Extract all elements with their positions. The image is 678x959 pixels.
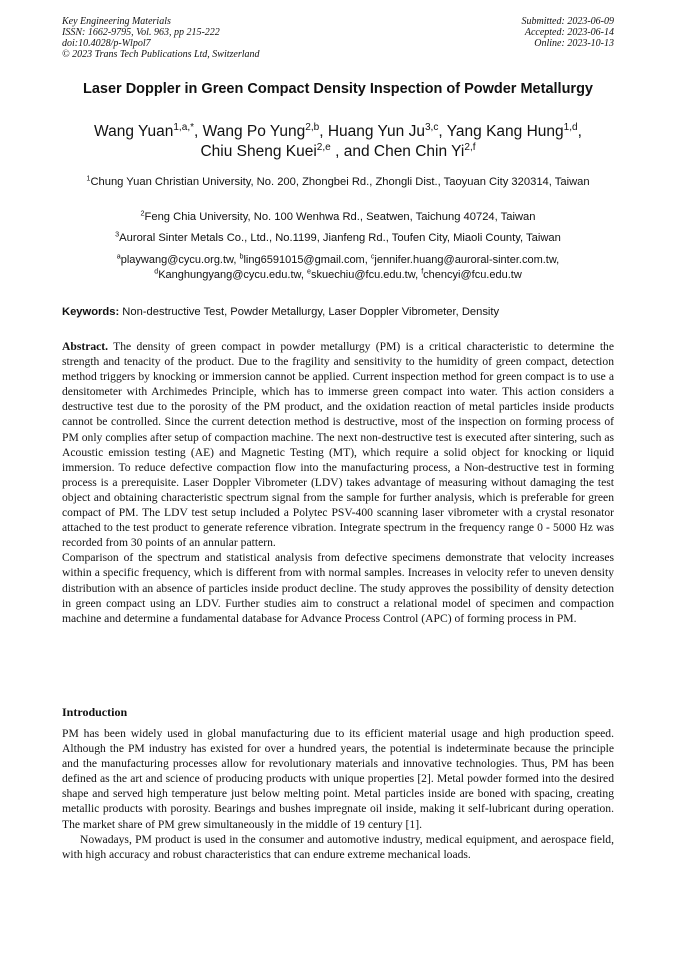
email[interactable]: $^b$ling6591015@gmail.com,: [239, 252, 371, 266]
email[interactable]: $^e$skuechiu@fcu.edu.tw,: [306, 267, 422, 281]
email[interactable]: $^c$jennifer.huang@auroral-sinter.com.tw,: [370, 252, 560, 266]
body-paragraph: PM has been widely used in global manufacturing due to its efficient material usage and high production speed. Although the PM industry has existed for over a hundred years, the potential is indeterminate because the principle and the manufacturing processes allow for revolutionary materials and innovative technologies. Thus, PM has been defined as the art and science of producing products with unique properties [2]. Metal powder formed into the desired shape and served high temperature just below melting point. Metal particles inside are boned with spacing, creating metallic products with porosity. Bearings and bushes impregnate oil inside, making it self-lubricant during operation. The market share of PM grew simultaneously in the middle of 19 century [1].: [62, 727, 614, 831]
issn: ISSN: 1662-9795, Vol. 963, pp 215-222: [62, 27, 220, 38]
author-list: [62, 122, 614, 162]
author: Wang Yuan$^{1,a,*}$,: [94, 121, 203, 140]
affiliation-2: $^2$Feng Chia University, No. 100 Wenhwa Rd., Seatwen, Taichung 40724, Taiwan: [140, 208, 536, 223]
section-heading-introduction: Introduction: [62, 705, 128, 719]
author: Yang Kang Hung$^{1,d}$,: [446, 121, 582, 140]
email[interactable]: $^a$playwang@cycu.org.tw,: [116, 252, 240, 266]
accepted-date: Accepted: 2023-06-14: [524, 27, 614, 38]
doi: doi:10.4028/p-Wlpol7: [62, 38, 151, 49]
body-paragraph: Nowadays, PM product is used in the consumer and automotive industry, medical equipment, and aerospace field, with high accuracy and robust characteristics that can endure extreme mechanical loads.: [62, 832, 614, 861]
keywords: [62, 305, 614, 319]
header-right: [522, 16, 615, 49]
author: Chen Chin Yi$^{2,f}$: [373, 141, 476, 160]
journal-name: Key Engineering Materials: [62, 16, 171, 27]
email[interactable]: $^f$chencyi@fcu.edu.tw: [421, 267, 522, 281]
author: Wang Po Yung$^{2,b}$,: [202, 121, 328, 140]
paper-title: Laser Doppler in Green Compact Density Inspection of Powder Metallurgy: [82, 81, 593, 97]
abstract-paragraph: Abstract. The density of green compact in powder metallurgy (PM) is a critical characteristic to determine the strength and tenacity of the product. Due to the fragility and sensitivity to the humidity of green compact, detection method triggers by knocking or immersion cannot be applied. Current inspection method for green compact is to use a densitometer with Archimedes Principle, which has to immerse green compact into water. This action considers a destructive test due to the porosity of the PM product, and the oxidation reaction of metal particles inside products cannot be controlled. Since the current detection method is destructive, most of the inspection on forming process of PM only complies after setup of compaction machine. The next non-destructive test is executed after sintering, such as Acoustic emission testing (AE) and Magnetic Testing (MT), which require a solid object for knocking or liquid immersion. To reduce defective compaction flow into the manufacturing process, a Non-destructive test in forming process is a prerequisite. Laser Doppler Vibrometer (LDV) takes advantage of measuring without damaging the test object and obtaining characteristic spectrum signal from the sample for further analysis, which is preferable for green compact of PM. The LDV test setup included a Polytec PSV-400 scanning laser vibrometer with a crystal resonator attached to the test product to generate reference vibration. Integrate spectrum in the frequency range 0 - 5000 Hz was recorded from 30 points of an annular pattern.: [62, 340, 614, 550]
author: Huang Yun Ju$^{3,c}$,: [327, 121, 447, 140]
author: Chiu Sheng Kuei$^{2,e}$ , and: [200, 141, 374, 160]
abstract: [62, 339, 614, 626]
email-list: [62, 253, 614, 283]
email[interactable]: $^d$Kanghungyang@cycu.edu.tw,: [154, 267, 307, 281]
submitted-date: Submitted: 2023-06-09: [521, 16, 614, 27]
online-date: Online: 2023-10-13: [534, 38, 614, 49]
introduction-body: [62, 726, 614, 862]
affiliation-3: $^3$Auroral Sinter Metals Co., Ltd., No.1199, Jianfeng Rd., Toufen City, Miaoli County, Taiwan: [115, 229, 561, 244]
abstract-paragraph: Comparison of the spectrum and statistical analysis from defective specimens demonstrate that velocity increases within a specific frequency, which is different from with normal samples. Increases in velocity refer to uneven density distribution with an absence of particles inside product decline. The study approves the possibility of density detection in green compact using an LDV. Further studies aim to construct a relational model of specimen and compaction machine and determine a fundamental database for Advance Process Control (APC) of forming process in PM.: [62, 551, 614, 625]
header-left: [62, 16, 260, 60]
keywords-text: Non-destructive Test, Powder Metallurgy, Laser Doppler Vibrometer, Density: [119, 306, 500, 318]
copyright: © 2023 Trans Tech Publications Ltd, Switzerland: [62, 49, 260, 60]
affiliation-1: $^1$Chung Yuan Christian University, No. 200, Zhongbei Rd., Zhongli Dist., Taoyuan City 320314, Taiwan: [86, 173, 590, 188]
abstract-label: Abstract.: [62, 340, 109, 353]
keywords-label: Keywords:: [62, 306, 120, 318]
